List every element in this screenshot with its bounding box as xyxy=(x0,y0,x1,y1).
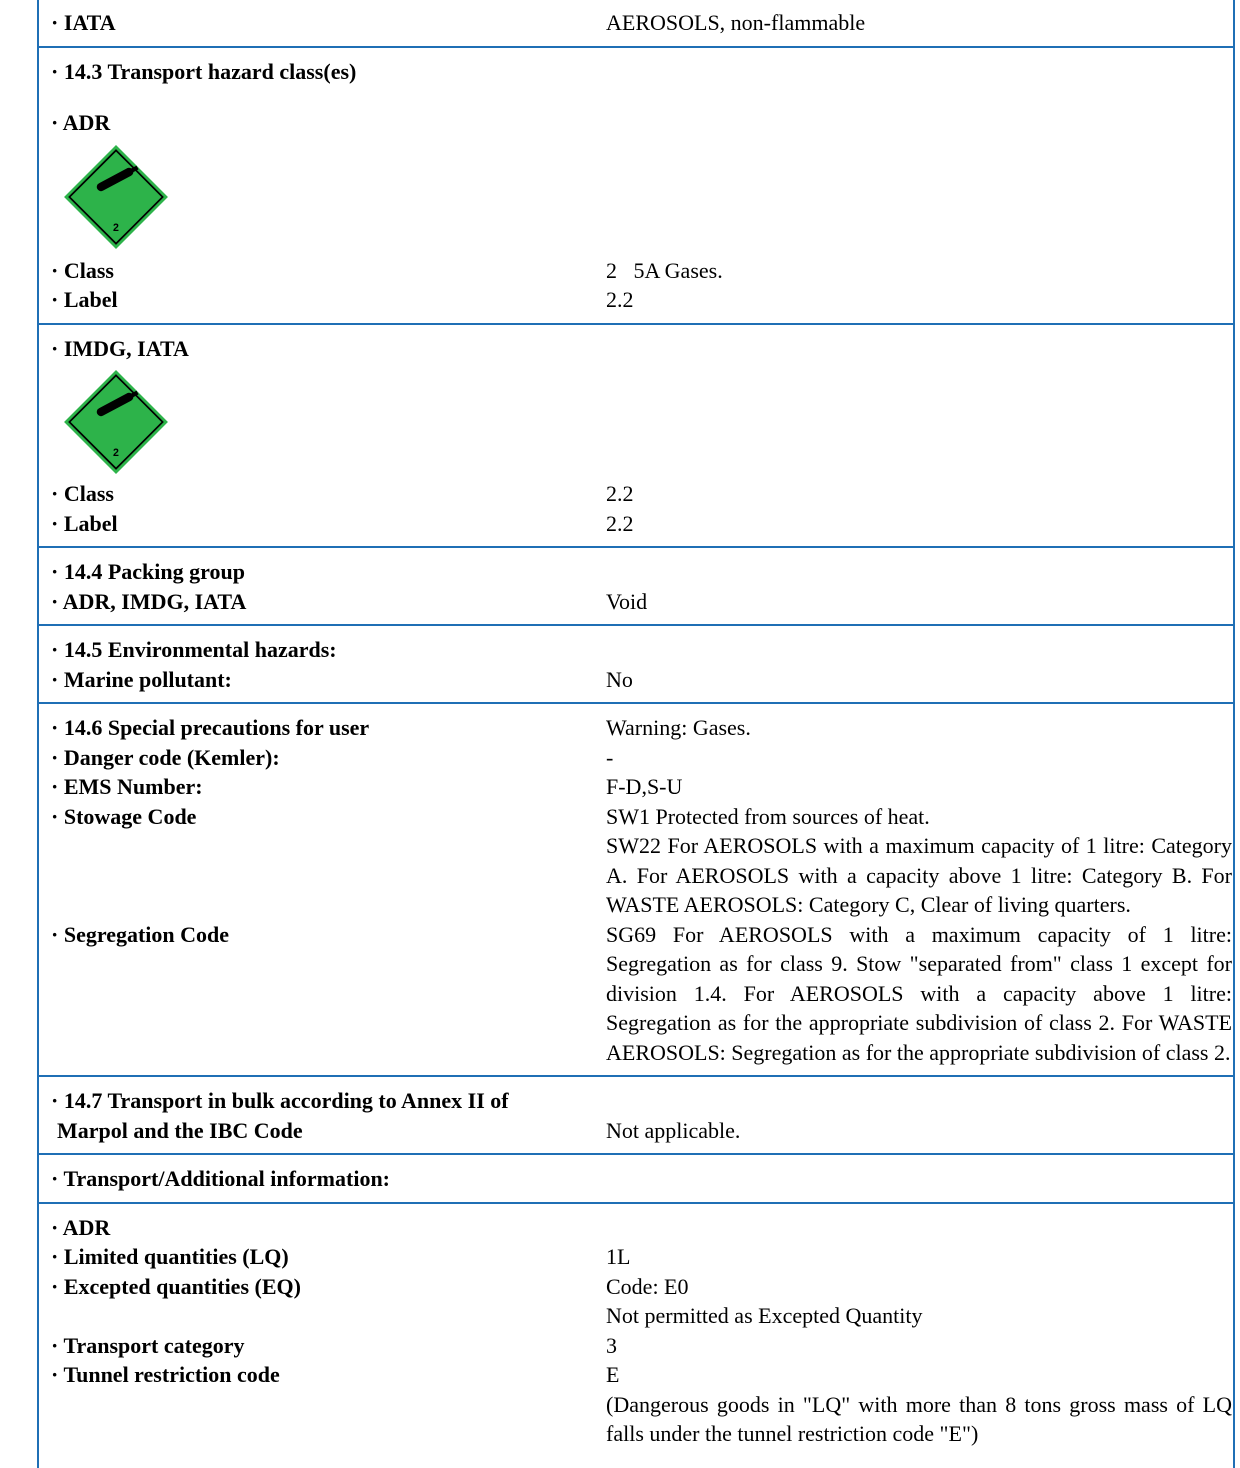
adr-class-value: 2 5A Gases. xyxy=(606,257,723,283)
kemler-value: - xyxy=(606,744,614,770)
adr-label-value: 2.2 xyxy=(606,287,634,312)
section-14-6-heading: · 14.6 Special precautions for user xyxy=(51,715,370,740)
stowage-line-2: SW22 For AEROSOLS with a maximum capacity of 1 litre: Category A. For AEROSOLS with a capacity above 1 litre: Category B. For WASTE AEROSOLS: Category C, Clear of living quarters. xyxy=(606,833,1232,917)
section-14-6 xyxy=(39,704,1233,1077)
stowage-label: · Stowage Code xyxy=(51,803,197,829)
placard-number: 2 xyxy=(113,446,119,459)
section-14-7-heading-line-1: · 14.7 Transport in bulk according to Annex II of xyxy=(51,1088,509,1113)
transport-category-value: 3 xyxy=(606,1332,617,1358)
tunnel-restriction-note: (Dangerous goods in "LQ" with more than 8 tons gross mass of LQ falls under the tunnel restriction code "E") xyxy=(606,1391,1232,1446)
adr-heading: · ADR xyxy=(51,110,111,135)
transport-category-label: · Transport category xyxy=(51,1332,245,1358)
section-14-5-heading: · 14.5 Environmental hazards: xyxy=(51,637,337,662)
section-14-4 xyxy=(39,548,1233,626)
iata-label: · IATA xyxy=(51,10,116,35)
stowage-value xyxy=(606,802,1232,920)
section-14-4-heading: · 14.4 Packing group xyxy=(51,559,245,584)
eq-label: · Excepted quantities (EQ) xyxy=(51,1273,301,1299)
segregation-label: · Segregation Code xyxy=(51,921,230,947)
stowage-line-1: SW1 Protected from sources of heat. xyxy=(606,803,930,829)
marine-pollutant-label: · Marine pollutant: xyxy=(51,666,232,692)
section-adr-class xyxy=(39,254,1233,325)
section-14-5 xyxy=(39,626,1233,704)
kemler-label: · Danger code (Kemler): xyxy=(51,744,280,770)
section-14-3-heading: · 14.3 Transport hazard class(es) xyxy=(51,58,357,84)
adr-label-label: · Label xyxy=(51,287,118,312)
adr-class-label: · Class xyxy=(51,257,114,283)
section-14-7-heading-line-2: Marpol and the IBC Code xyxy=(57,1117,303,1143)
placard-number: 2 xyxy=(113,221,119,234)
section-iata xyxy=(39,0,1233,48)
section-14-3 xyxy=(39,48,1233,250)
iata-value: AEROSOLS, non-flammable xyxy=(606,10,866,35)
imdg-class-value: 2.2 xyxy=(606,481,634,506)
lq-value: 1L xyxy=(606,1244,631,1269)
section-imdg-iata xyxy=(39,325,1233,549)
adr-info-heading: · ADR xyxy=(51,1214,111,1240)
ems-value: F-D,S-U xyxy=(606,774,683,799)
imdg-heading: · IMDG, IATA xyxy=(51,335,189,361)
bulk-transport-value: Not applicable. xyxy=(606,1117,741,1143)
special-precautions-value: Warning: Gases. xyxy=(606,715,751,740)
lq-label: · Limited quantities (LQ) xyxy=(51,1244,289,1269)
packing-group-label: · ADR, IMDG, IATA xyxy=(51,588,247,614)
section-transport-info xyxy=(39,1155,1233,1204)
tunnel-restriction-value xyxy=(606,1360,1232,1449)
gas-cylinder-placard-icon xyxy=(63,144,169,250)
segregation-value: SG69 For AEROSOLS with a maximum capacity of 1 litre: Segregation as for class 9. Stow "separated from" class 1 except for division 1.4. For AEROSOLS with a capacity above 1 litre: Segregation as for the appropriate subdivision of class 2. For WASTE AEROSOLS: Segregation as for the appropriate subdivision of class 2. xyxy=(606,921,1232,1065)
tunnel-restriction-label: · Tunnel restriction code xyxy=(51,1362,280,1387)
eq-value-code: Code: E0 xyxy=(606,1273,689,1299)
gas-cylinder-placard-icon xyxy=(63,369,169,475)
packing-group-value: Void xyxy=(606,588,648,614)
imdg-class-label: · Class xyxy=(51,481,114,506)
tunnel-restriction-code: E xyxy=(606,1362,620,1387)
eq-value-note: Not permitted as Excepted Quantity xyxy=(606,1303,923,1328)
ems-label: · EMS Number: xyxy=(51,774,203,799)
document-sheet xyxy=(37,0,1235,1468)
section-adr-info xyxy=(39,1204,1233,1457)
imdg-label-label: · Label xyxy=(51,510,118,536)
imdg-label-value: 2.2 xyxy=(606,510,634,536)
eq-value xyxy=(606,1272,1232,1331)
transport-info-heading: · Transport/Additional information: xyxy=(51,1166,391,1191)
marine-pollutant-value: No xyxy=(606,666,633,692)
section-14-7 xyxy=(39,1077,1233,1155)
